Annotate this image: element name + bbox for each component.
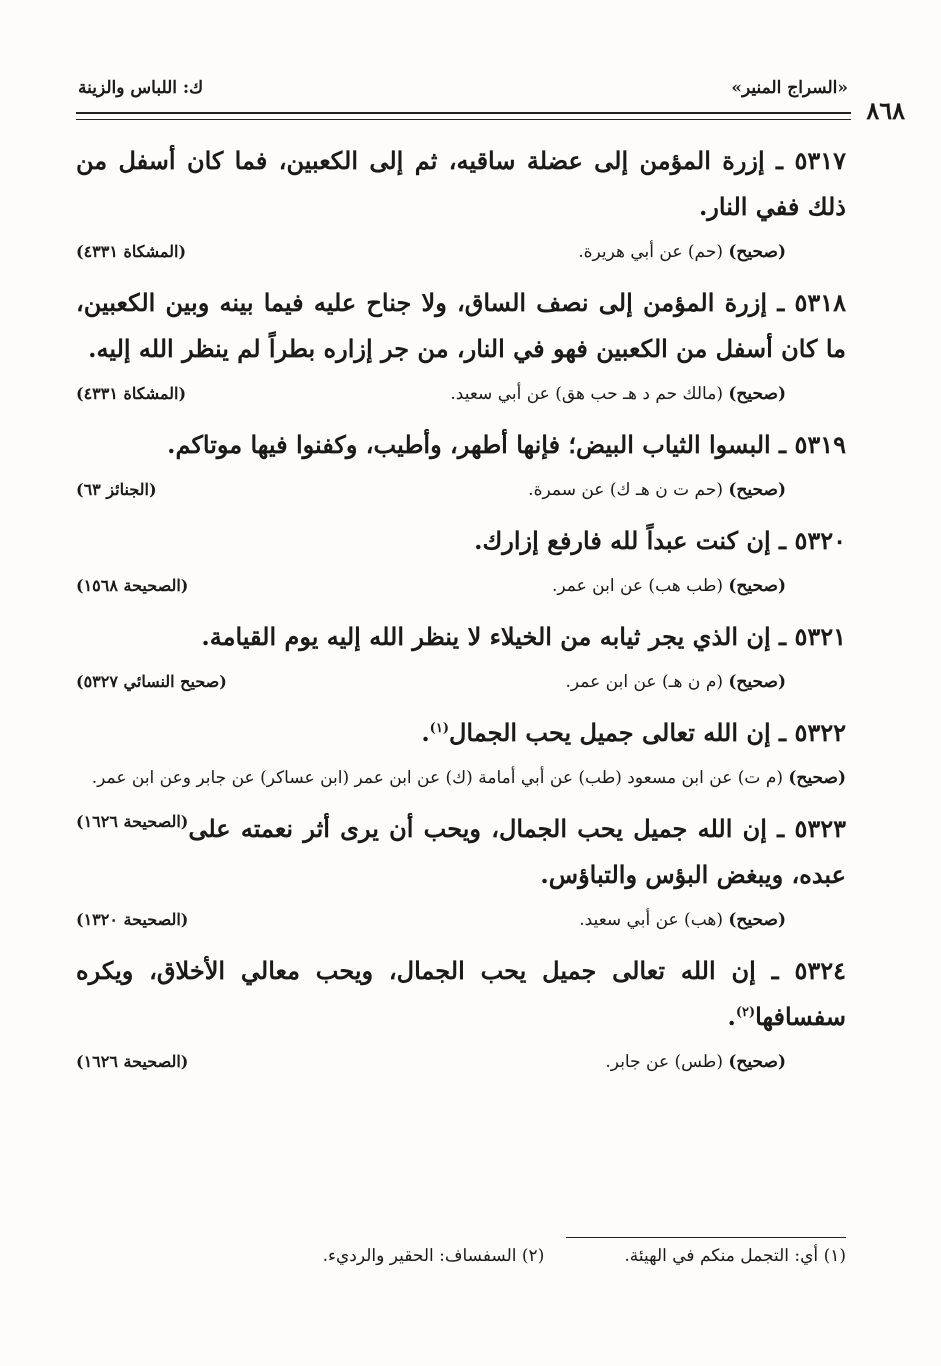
hadith-grade: (صحيح) (728, 672, 786, 692)
hadith-number: ٥٣٢٠ (794, 526, 846, 555)
hadith-ref: (الصحيحة ١٦٢٦) (76, 1052, 189, 1071)
hadith-number: ٥٣٢٤ (794, 956, 846, 985)
hadith-source: (م ت) عن ابن مسعود (طب) عن أبي أمامة (ك) عن ابن عمر (ابن عساكر) عن جابر وعن ابن عمر. (91, 768, 783, 788)
hadith-source: (طب هب) عن ابن عمر. (551, 576, 723, 596)
hadith-text: إن الذي يجر ثيابه من الخيلاء لا ينظر الله إليه يوم القيامة. (201, 622, 771, 651)
hadith-source: (م ن هـ) عن ابن عمر. (565, 672, 723, 692)
hadith-number: ٥٣٢١ (794, 622, 846, 651)
hadith-number: ٥٣١٩ (794, 430, 846, 459)
hadith-ref: (الجنائز ٦٣) (76, 480, 157, 499)
hadith-entry: ٥٣٢١ ـ إن الذي يجر ثيابه من الخيلاء لا ينظر الله إليه يوم القيامة. (صحيح) (م ن هـ) عن ابن عمر. (صحيح النسائي ٥٣٢٧) (76, 614, 846, 704)
hadith-grade: (صحيح) (728, 1052, 786, 1072)
hadith-text: البسوا الثياب البيض؛ فإنها أطهر، وأطيب، وكفنوا فيها موتاكم. (167, 430, 771, 459)
hadith-source: (حم) عن أبي هريرة. (578, 242, 723, 262)
hadith-ref: (الصحيحة ١٣٢٠) (76, 910, 189, 929)
hadith-grade: (صحيح) (728, 910, 786, 930)
hadith-ref: (الصحيحة ١٦٢٦) (76, 812, 189, 831)
hadith-source: (حم ت ن هـ ك) عن سمرة. (528, 480, 723, 500)
running-header (78, 72, 848, 108)
book-title: «السراج المنير» (731, 78, 848, 98)
hadith-text: إن الله جميل يحب الجمال، ويحب أن يرى أثر نعمته على عبده، ويبغض البؤس والتباؤس. (188, 814, 846, 889)
hadith-entry: ٥٣١٧ ـ إزرة المؤمن إلى عضلة ساقيه، ثم إلى الكعبين، فما كان أسفل من ذلك ففي النار. (صحيح) (حم) عن أبي هريرة. (المشكاة ٤٣٣١) (76, 138, 846, 274)
hadith-entry: ٥٣١٩ ـ البسوا الثياب البيض؛ فإنها أطهر، وأطيب، وكفنوا فيها موتاكم. (صحيح) (حم ت ن هـ ك) عن سمرة. (الجنائز ٦٣) (76, 422, 846, 512)
hadith-number: ٥٣١٧ (794, 146, 846, 175)
hadith-grade: (صحيح) (788, 768, 846, 788)
hadith-entry: ٥٣١٨ ـ إزرة المؤمن إلى نصف الساق، ولا جناح عليه فيما بينه وبين الكعبين، ما كان أسفل من الكعبين فهو في النار، من جر إزاره بطراً لم ينظر الله إليه. (صحيح) (مالك حم د هـ حب هق) عن أبي سعيد. (المشكاة ٤٣٣١) (76, 280, 846, 416)
footnote-number: (١) (823, 1246, 846, 1266)
hadith-entry: ٥٣٢٢ ـ إن الله تعالى جميل يحب الجمال$^{(١)}$. (صحيح) (م ت) عن ابن مسعود (طب) عن أبي أمامة (ك) عن ابن عمر (ابن عساكر) عن جابر وعن ابن عمر. (الصحيحة ١٦٢٦) (76, 710, 846, 800)
hadith-grade: (صحيح) (728, 384, 786, 404)
hadith-entry: ٥٣٢٣ ـ إن الله جميل يحب الجمال، ويحب أن يرى أثر نعمته على عبده، ويبغض البؤس والتباؤس. (صحيح) (هب) عن أبي سعيد. (الصحيحة ١٣٢٠) (76, 806, 846, 942)
hadith-grade: (صحيح) (728, 242, 786, 262)
hadith-number: ٥٣٢٣ (794, 814, 846, 843)
hadith-entry: ٥٣٢٤ ـ إن الله تعالى جميل يحب الجمال، ويحب معالي الأخلاق، ويكره سفسافها$^{(٢)}$. (صحيح) (طس) عن جابر. (الصحيحة ١٦٢٦) (76, 948, 846, 1084)
hadith-grade: (صحيح) (728, 480, 786, 500)
hadith-ref: (صحيح النسائي ٥٣٢٧) (76, 672, 227, 691)
hadith-source: (هب) عن أبي سعيد. (579, 910, 723, 930)
footnotes (200, 1246, 846, 1266)
page-number: ٨٦٨ (866, 96, 905, 125)
hadith-number: ٥٣١٨ (794, 288, 846, 317)
footnote-mark: (٢) (735, 1005, 756, 1020)
footnote (624, 1246, 846, 1266)
footnote-rule (566, 1237, 846, 1238)
hadith-ref: (المشكاة ٤٣٣١) (76, 242, 187, 261)
header-rule-thin (76, 119, 851, 120)
hadith-source: (طس) عن جابر. (605, 1052, 723, 1072)
hadith-text: إن الله تعالى جميل يحب الجمال، ويحب معالي الأخلاق، ويكره سفسافها (76, 956, 846, 1031)
footnote-text: السفساف: الحقير والرديء. (322, 1246, 517, 1266)
hadith-list (76, 138, 846, 1090)
footnote-mark: (١) (429, 721, 449, 736)
hadith-ref: (الصحيحة ١٥٦٨) (76, 576, 189, 595)
chapter-title: ك: اللباس والزينة (78, 78, 204, 98)
hadith-entry: ٥٣٢٠ ـ إن كنت عبداً لله فارفع إزارك. (صحيح) (طب هب) عن ابن عمر. (الصحيحة ١٥٦٨) (76, 518, 846, 608)
hadith-text: إن الله تعالى جميل يحب الجمال (448, 718, 771, 747)
hadith-text: إزرة المؤمن إلى عضلة ساقيه، ثم إلى الكعبين، فما كان أسفل من ذلك ففي النار. (76, 146, 846, 221)
footnote-text: أي: التجمل منكم في الهيئة. (624, 1246, 819, 1266)
footnote (323, 1246, 545, 1266)
hadith-text: إزرة المؤمن إلى نصف الساق، ولا جناح عليه فيما بينه وبين الكعبين، ما كان أسفل من الكعبين فهو في النار، من جر إزاره بطراً لم ينظر الله إليه. (76, 288, 846, 363)
hadith-number: ٥٣٢٢ (794, 718, 846, 747)
hadith-source: (مالك حم د هـ حب هق) عن أبي سعيد. (450, 384, 723, 404)
hadith-ref: (المشكاة ٤٣٣١) (76, 384, 187, 403)
footnote-number: (٢) (521, 1246, 545, 1266)
header-rule (76, 112, 851, 114)
hadith-text: إن كنت عبداً لله فارفع إزارك. (474, 526, 771, 555)
hadith-grade: (صحيح) (728, 576, 786, 596)
